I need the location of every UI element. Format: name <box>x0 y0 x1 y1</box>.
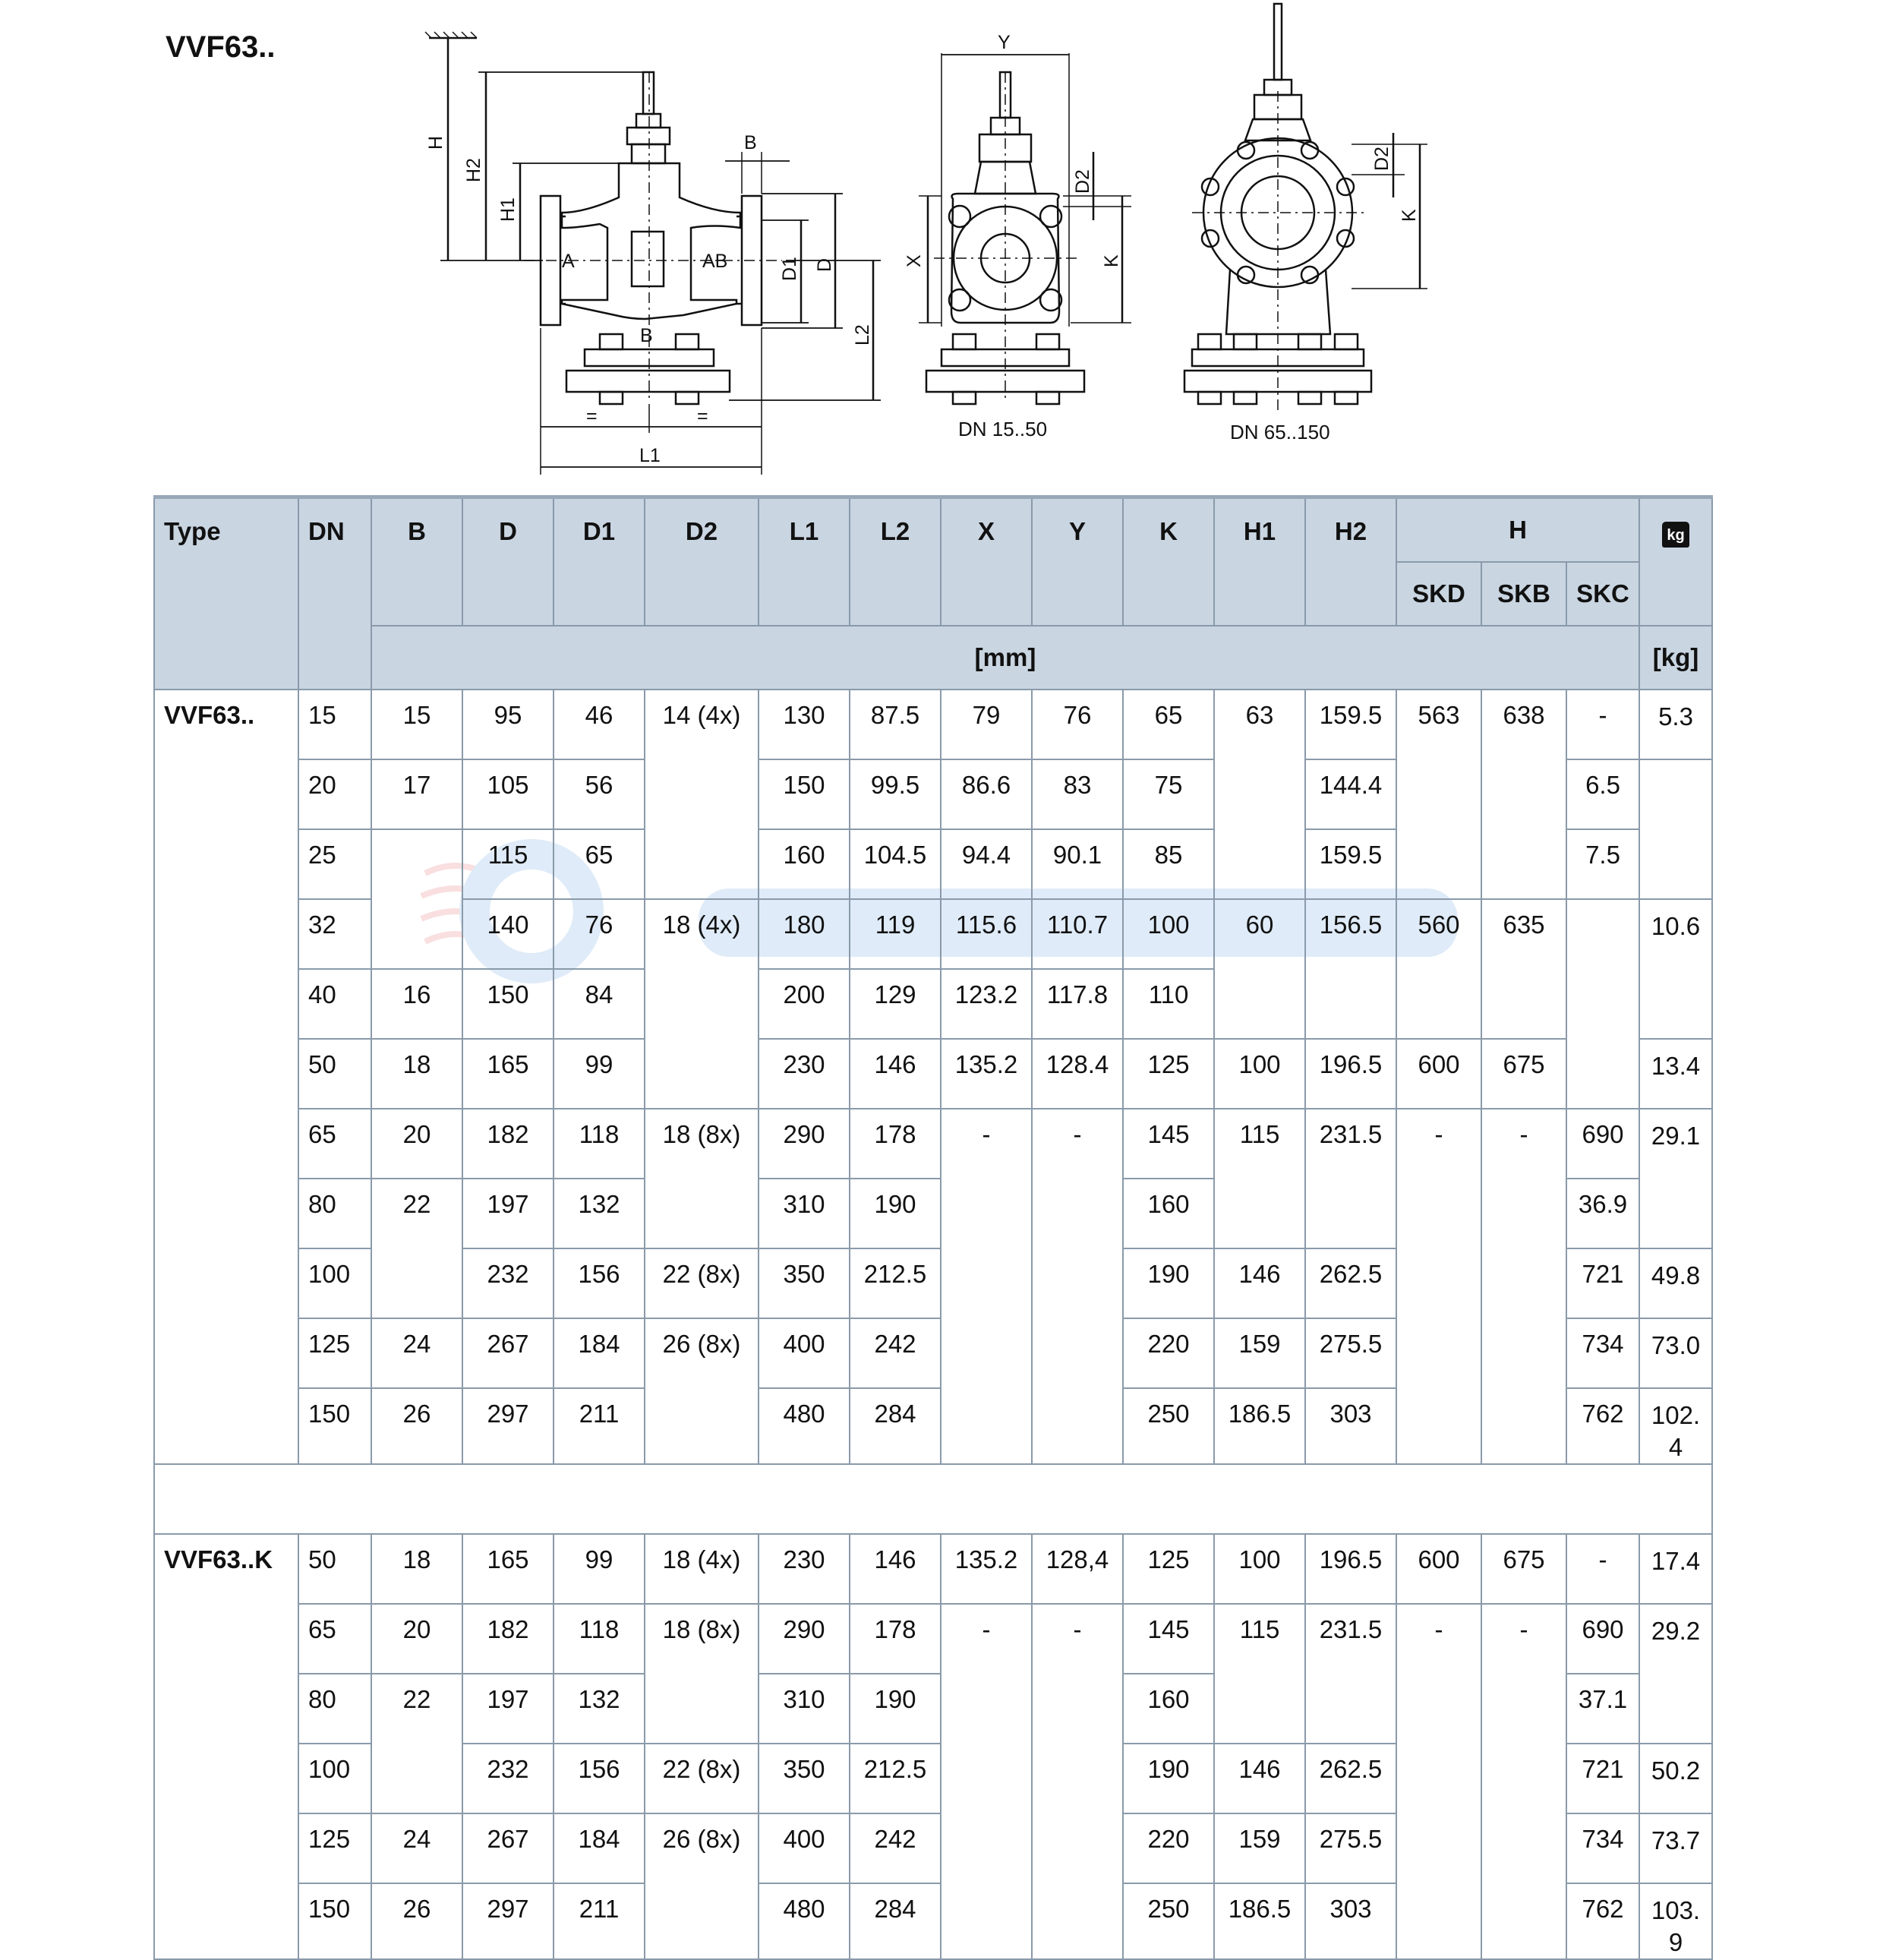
cell-y: 90.1 <box>1032 829 1123 899</box>
cell-l1: 230 <box>759 1039 850 1109</box>
cell-l2: 178 <box>850 1109 941 1179</box>
table-row <box>154 1109 1712 1179</box>
cell-x: 135.2 <box>941 1039 1032 1109</box>
cell-d: 140 <box>462 899 554 969</box>
cell-kg: 10.6 <box>1639 899 1712 1039</box>
cell-skb: 675 <box>1481 1039 1566 1109</box>
label-equal-left: = <box>586 406 598 427</box>
cell-k: 160 <box>1123 1674 1214 1744</box>
cell-y: 83 <box>1032 759 1123 829</box>
header-d2: D2 <box>645 497 759 627</box>
cell-d: 297 <box>462 1883 554 1959</box>
cell-l2: 212.5 <box>850 1248 941 1318</box>
cell-d: 95 <box>462 690 554 759</box>
cell-skc: 7.5 <box>1566 829 1639 899</box>
cell-y: - <box>1032 1604 1123 1959</box>
header-x: X <box>941 497 1032 627</box>
cell-h1: 146 <box>1214 1744 1305 1813</box>
cell-k: 100 <box>1123 899 1214 969</box>
cell-d2: 22 (8x) <box>645 1248 759 1318</box>
cell-d1: 118 <box>554 1109 645 1179</box>
cell-l1: 150 <box>759 759 850 829</box>
cell-dn: 150 <box>298 1388 371 1464</box>
cell-b: 22 <box>371 1179 462 1318</box>
cell-l2: 99.5 <box>850 759 941 829</box>
cell-skc: 690 <box>1566 1109 1639 1179</box>
cell-kg: 73.7 <box>1639 1813 1712 1883</box>
cell-h1: 159 <box>1214 1813 1305 1883</box>
cell-b: 18 <box>371 1534 462 1604</box>
label-x: X <box>904 254 925 267</box>
header-unit-mm: [mm] <box>371 626 1639 690</box>
cell-x: 135.2 <box>941 1534 1032 1604</box>
cell-type: VVF63..K <box>154 1534 298 1959</box>
cell-h2: 196.5 <box>1305 1534 1396 1604</box>
header-h2: H2 <box>1305 497 1396 627</box>
cell-d: 182 <box>462 1109 554 1179</box>
cell-h2: 159.5 <box>1305 690 1396 759</box>
cell-dn: 100 <box>298 1248 371 1318</box>
cell-d1: 211 <box>554 1388 645 1464</box>
cell-d1: 184 <box>554 1813 645 1883</box>
label-d: D <box>814 257 835 272</box>
cell-l2: 242 <box>850 1318 941 1388</box>
cell-d1: 99 <box>554 1534 645 1604</box>
cell-d1: 118 <box>554 1604 645 1674</box>
cell-d1: 56 <box>554 759 645 829</box>
cell-l1: 480 <box>759 1883 850 1959</box>
cell-k: 85 <box>1123 829 1214 899</box>
header-weight <box>1639 497 1712 627</box>
header-l2: L2 <box>850 497 941 627</box>
cell-k: 190 <box>1123 1744 1214 1813</box>
label-b-top: B <box>744 132 757 153</box>
label-h2: H2 <box>463 158 484 182</box>
valve-side-view-icon <box>425 32 881 475</box>
label-h1: H1 <box>497 197 519 222</box>
cell-b: 26 <box>371 1388 462 1464</box>
cell-skd: - <box>1396 1109 1481 1464</box>
cell-b: 15 <box>371 690 462 759</box>
valve-dimension-drawings <box>0 0 1883 501</box>
cell-d2: 14 (4x) <box>645 690 759 899</box>
cell-kg: 103. 9 <box>1639 1883 1712 1959</box>
cell-b: 16 <box>371 969 462 1039</box>
cell-h2: 231.5 <box>1305 1109 1396 1248</box>
cell-k: 220 <box>1123 1813 1214 1883</box>
cell-d: 165 <box>462 1039 554 1109</box>
cell-k: 110 <box>1123 969 1214 1039</box>
cell-l2: 190 <box>850 1179 941 1248</box>
cell-skc: 690 <box>1566 1604 1639 1674</box>
cell-d: 197 <box>462 1179 554 1248</box>
cell-l2: 119 <box>850 899 941 969</box>
cell-k: 145 <box>1123 1109 1214 1179</box>
cell-l2: 129 <box>850 969 941 1039</box>
label-y: Y <box>998 32 1011 53</box>
cell-skd: 560 <box>1396 899 1481 1039</box>
label-l1: L1 <box>639 445 661 466</box>
cell-b: 17 <box>371 759 462 829</box>
cell-d1: 184 <box>554 1318 645 1388</box>
cell-h2: 275.5 <box>1305 1813 1396 1883</box>
cell-skc: 762 <box>1566 1883 1639 1959</box>
cell-h1: 186.5 <box>1214 1883 1305 1959</box>
cell-kg: 50.2 <box>1639 1744 1712 1813</box>
cell-l1: 130 <box>759 690 850 759</box>
cell-x: 86.6 <box>941 759 1032 829</box>
cell-l2: 242 <box>850 1813 941 1883</box>
cell-d1: 156 <box>554 1248 645 1318</box>
cell-h2: 231.5 <box>1305 1604 1396 1744</box>
cell-dn: 20 <box>298 759 371 829</box>
cell-l1: 290 <box>759 1109 850 1179</box>
label-k-small: K <box>1101 254 1122 267</box>
label-port-b: B <box>640 325 653 346</box>
cell-y: 128.4 <box>1032 1039 1123 1109</box>
cell-skc: 37.1 <box>1566 1674 1639 1744</box>
cell-d: 297 <box>462 1388 554 1464</box>
valve-front-small-icon <box>919 53 1131 404</box>
cell-d: 150 <box>462 969 554 1039</box>
cell-type: VVF63.. <box>154 690 298 1464</box>
header-y: Y <box>1032 497 1123 627</box>
cell-l1: 350 <box>759 1248 850 1318</box>
cell-l1: 200 <box>759 969 850 1039</box>
header-b: B <box>371 497 462 627</box>
cell-dn: 50 <box>298 1039 371 1109</box>
cell-b: 18 <box>371 1039 462 1109</box>
cell-skb: - <box>1481 1604 1566 1959</box>
label-l2: L2 <box>852 324 873 346</box>
cell-b: 24 <box>371 1813 462 1883</box>
cell-d2: 18 (8x) <box>645 1109 759 1248</box>
valve-front-large-icon <box>1184 4 1427 410</box>
cell-k: 145 <box>1123 1604 1214 1674</box>
cell-b: 24 <box>371 1318 462 1388</box>
cell-dn: 32 <box>298 899 371 969</box>
table-row <box>154 1604 1712 1674</box>
header-k: K <box>1123 497 1214 627</box>
group-separator-row <box>154 1464 1712 1534</box>
cell-dn: 65 <box>298 1109 371 1179</box>
cell-dn: 80 <box>298 1179 371 1248</box>
cell-dn: 125 <box>298 1318 371 1388</box>
cell-x: 115.6 <box>941 899 1032 969</box>
cell-l2: 146 <box>850 1534 941 1604</box>
cell-l2: 87.5 <box>850 690 941 759</box>
cell-l1: 480 <box>759 1388 850 1464</box>
cell-k: 250 <box>1123 1883 1214 1959</box>
cell-l1: 400 <box>759 1813 850 1883</box>
cell-x: - <box>941 1604 1032 1959</box>
cell-k: 190 <box>1123 1248 1214 1318</box>
cell-dn: 15 <box>298 690 371 759</box>
cell-kg: 17.4 <box>1639 1534 1712 1604</box>
cell-d2: 22 (8x) <box>645 1744 759 1813</box>
cell-h2: 196.5 <box>1305 1039 1396 1109</box>
label-d2-small: D2 <box>1072 169 1093 194</box>
header-h: H <box>1396 497 1639 563</box>
cell-kg: 49.8 <box>1639 1248 1712 1318</box>
cell-d2: 18 (4x) <box>645 1534 759 1604</box>
cell-kg: 29.1 <box>1639 1109 1712 1248</box>
cell-l1: 310 <box>759 1179 850 1248</box>
separator-cell <box>154 1464 1712 1534</box>
cell-l1: 230 <box>759 1534 850 1604</box>
label-h: H <box>425 135 446 150</box>
header-skd: SKD <box>1396 562 1481 626</box>
header-unit-kg: [kg] <box>1639 626 1712 690</box>
header-dn: DN <box>298 497 371 690</box>
cell-skc: 734 <box>1566 1813 1639 1883</box>
cell-skb: - <box>1481 1109 1566 1464</box>
cell-dn: 25 <box>298 829 371 899</box>
cell-dn: 80 <box>298 1674 371 1744</box>
cell-skc: 721 <box>1566 1744 1639 1813</box>
cell-h1: 186.5 <box>1214 1388 1305 1464</box>
page-title: VVF63.. <box>166 30 276 64</box>
dimensions-table <box>153 495 1713 1960</box>
cell-dn: 65 <box>298 1604 371 1674</box>
header-l1: L1 <box>759 497 850 627</box>
cell-skc <box>1566 899 1639 1109</box>
cell-dn: 100 <box>298 1744 371 1813</box>
header-h1: H1 <box>1214 497 1305 627</box>
dimensions-table-body <box>154 690 1712 1959</box>
label-d1: D1 <box>779 257 800 281</box>
cell-d: 232 <box>462 1248 554 1318</box>
cell-h1: 115 <box>1214 1604 1305 1744</box>
cell-skc: - <box>1566 1534 1639 1604</box>
label-d2-large: D2 <box>1371 147 1393 171</box>
label-k-large: K <box>1399 209 1420 222</box>
cell-d: 267 <box>462 1813 554 1883</box>
header-d: D <box>462 497 554 627</box>
cell-l1: 310 <box>759 1674 850 1744</box>
cell-k: 250 <box>1123 1388 1214 1464</box>
cell-d: 182 <box>462 1604 554 1674</box>
cell-h1: 146 <box>1214 1248 1305 1318</box>
cell-k: 220 <box>1123 1318 1214 1388</box>
label-port-ab: AB <box>702 251 728 272</box>
cell-h1: 159 <box>1214 1318 1305 1388</box>
cell-skc: 762 <box>1566 1388 1639 1464</box>
cell-x: 94.4 <box>941 829 1032 899</box>
cell-h1: 100 <box>1214 1039 1305 1109</box>
cell-d1: 156 <box>554 1744 645 1813</box>
cell-h2: 156.5 <box>1305 899 1396 1039</box>
cell-kg: 13.4 <box>1639 1039 1712 1109</box>
cell-kg: 73.0 <box>1639 1318 1712 1388</box>
cell-l2: 284 <box>850 1883 941 1959</box>
cell-d2: 26 (8x) <box>645 1813 759 1959</box>
cell-d1: 211 <box>554 1883 645 1959</box>
cell-h2: 144.4 <box>1305 759 1396 829</box>
cell-d1: 84 <box>554 969 645 1039</box>
cell-b: 20 <box>371 1109 462 1179</box>
cell-k: 160 <box>1123 1179 1214 1248</box>
cell-l1: 160 <box>759 829 850 899</box>
cell-skd: 563 <box>1396 690 1481 899</box>
cell-l1: 180 <box>759 899 850 969</box>
cell-skc: 721 <box>1566 1248 1639 1318</box>
cell-y: 117.8 <box>1032 969 1123 1039</box>
cell-skc: - <box>1566 690 1639 759</box>
cell-dn: 40 <box>298 969 371 1039</box>
cell-b: 22 <box>371 1674 462 1813</box>
header-skc: SKC <box>1566 562 1639 626</box>
cell-skd: 600 <box>1396 1039 1481 1109</box>
cell-kg: 5.3 <box>1639 690 1712 759</box>
cell-d2: 18 (4x) <box>645 899 759 1109</box>
header-d1: D1 <box>554 497 645 627</box>
cell-skb: 675 <box>1481 1534 1566 1604</box>
cell-skd: 600 <box>1396 1534 1481 1604</box>
cell-h2: 275.5 <box>1305 1318 1396 1388</box>
cell-l2: 178 <box>850 1604 941 1674</box>
cell-h2: 303 <box>1305 1883 1396 1959</box>
cell-h1: 115 <box>1214 1109 1305 1248</box>
header-type: Type <box>154 497 298 690</box>
cell-skb: 635 <box>1481 899 1566 1039</box>
cell-h2: 262.5 <box>1305 1248 1396 1318</box>
cell-l1: 350 <box>759 1744 850 1813</box>
cell-h1: 63 <box>1214 690 1305 899</box>
cell-kg: 29.2 <box>1639 1604 1712 1744</box>
cell-h2: 303 <box>1305 1388 1396 1464</box>
cell-d: 165 <box>462 1534 554 1604</box>
cell-l2: 146 <box>850 1039 941 1109</box>
weight-icon: kg <box>1662 522 1689 548</box>
cell-d: 232 <box>462 1744 554 1813</box>
table-row <box>154 690 1712 759</box>
label-port-a: A <box>562 251 575 272</box>
cell-k: 75 <box>1123 759 1214 829</box>
cell-d1: 46 <box>554 690 645 759</box>
caption-dn-large: DN 65..150 <box>1230 421 1330 443</box>
cell-d2: 26 (8x) <box>645 1318 759 1464</box>
cell-d: 115 <box>462 829 554 899</box>
cell-d: 105 <box>462 759 554 829</box>
cell-k: 125 <box>1123 1534 1214 1604</box>
cell-x: 123.2 <box>941 969 1032 1039</box>
cell-skc: 36.9 <box>1566 1179 1639 1248</box>
cell-d1: 65 <box>554 829 645 899</box>
cell-l2: 284 <box>850 1388 941 1464</box>
cell-dn: 50 <box>298 1534 371 1604</box>
cell-dn: 125 <box>298 1813 371 1883</box>
cell-d1: 99 <box>554 1039 645 1109</box>
cell-b: 26 <box>371 1883 462 1959</box>
cell-d1: 76 <box>554 899 645 969</box>
table-row <box>154 1039 1712 1109</box>
cell-d1: 132 <box>554 1674 645 1744</box>
cell-h1: 100 <box>1214 1534 1305 1604</box>
cell-l2: 104.5 <box>850 829 941 899</box>
cell-y: 128,4 <box>1032 1534 1123 1604</box>
label-equal-right: = <box>697 406 708 427</box>
cell-h1: 60 <box>1214 899 1305 1039</box>
cell-l1: 290 <box>759 1604 850 1674</box>
cell-k: 65 <box>1123 690 1214 759</box>
cell-l2: 212.5 <box>850 1744 941 1813</box>
cell-skc: 734 <box>1566 1318 1639 1388</box>
cell-y: - <box>1032 1109 1123 1464</box>
cell-x: - <box>941 1109 1032 1464</box>
cell-d: 267 <box>462 1318 554 1388</box>
header-skb: SKB <box>1481 562 1566 626</box>
cell-d: 197 <box>462 1674 554 1744</box>
table-row <box>154 1534 1712 1604</box>
cell-l2: 190 <box>850 1674 941 1744</box>
cell-k: 125 <box>1123 1039 1214 1109</box>
cell-x: 79 <box>941 690 1032 759</box>
cell-l1: 400 <box>759 1318 850 1388</box>
cell-skd: - <box>1396 1604 1481 1959</box>
cell-kg <box>1639 759 1712 899</box>
cell-kg: 102. 4 <box>1639 1388 1712 1464</box>
cell-h2: 262.5 <box>1305 1744 1396 1813</box>
cell-b: 20 <box>371 1604 462 1674</box>
cell-dn: 150 <box>298 1883 371 1959</box>
cell-d1: 132 <box>554 1179 645 1248</box>
cell-h2: 159.5 <box>1305 829 1396 899</box>
caption-dn-small: DN 15..50 <box>958 418 1048 440</box>
cell-y: 110.7 <box>1032 899 1123 969</box>
cell-y: 76 <box>1032 690 1123 759</box>
cell-skc: 6.5 <box>1566 759 1639 829</box>
cell-d2: 18 (8x) <box>645 1604 759 1744</box>
cell-skb: 638 <box>1481 690 1566 899</box>
cell-b <box>371 829 462 969</box>
